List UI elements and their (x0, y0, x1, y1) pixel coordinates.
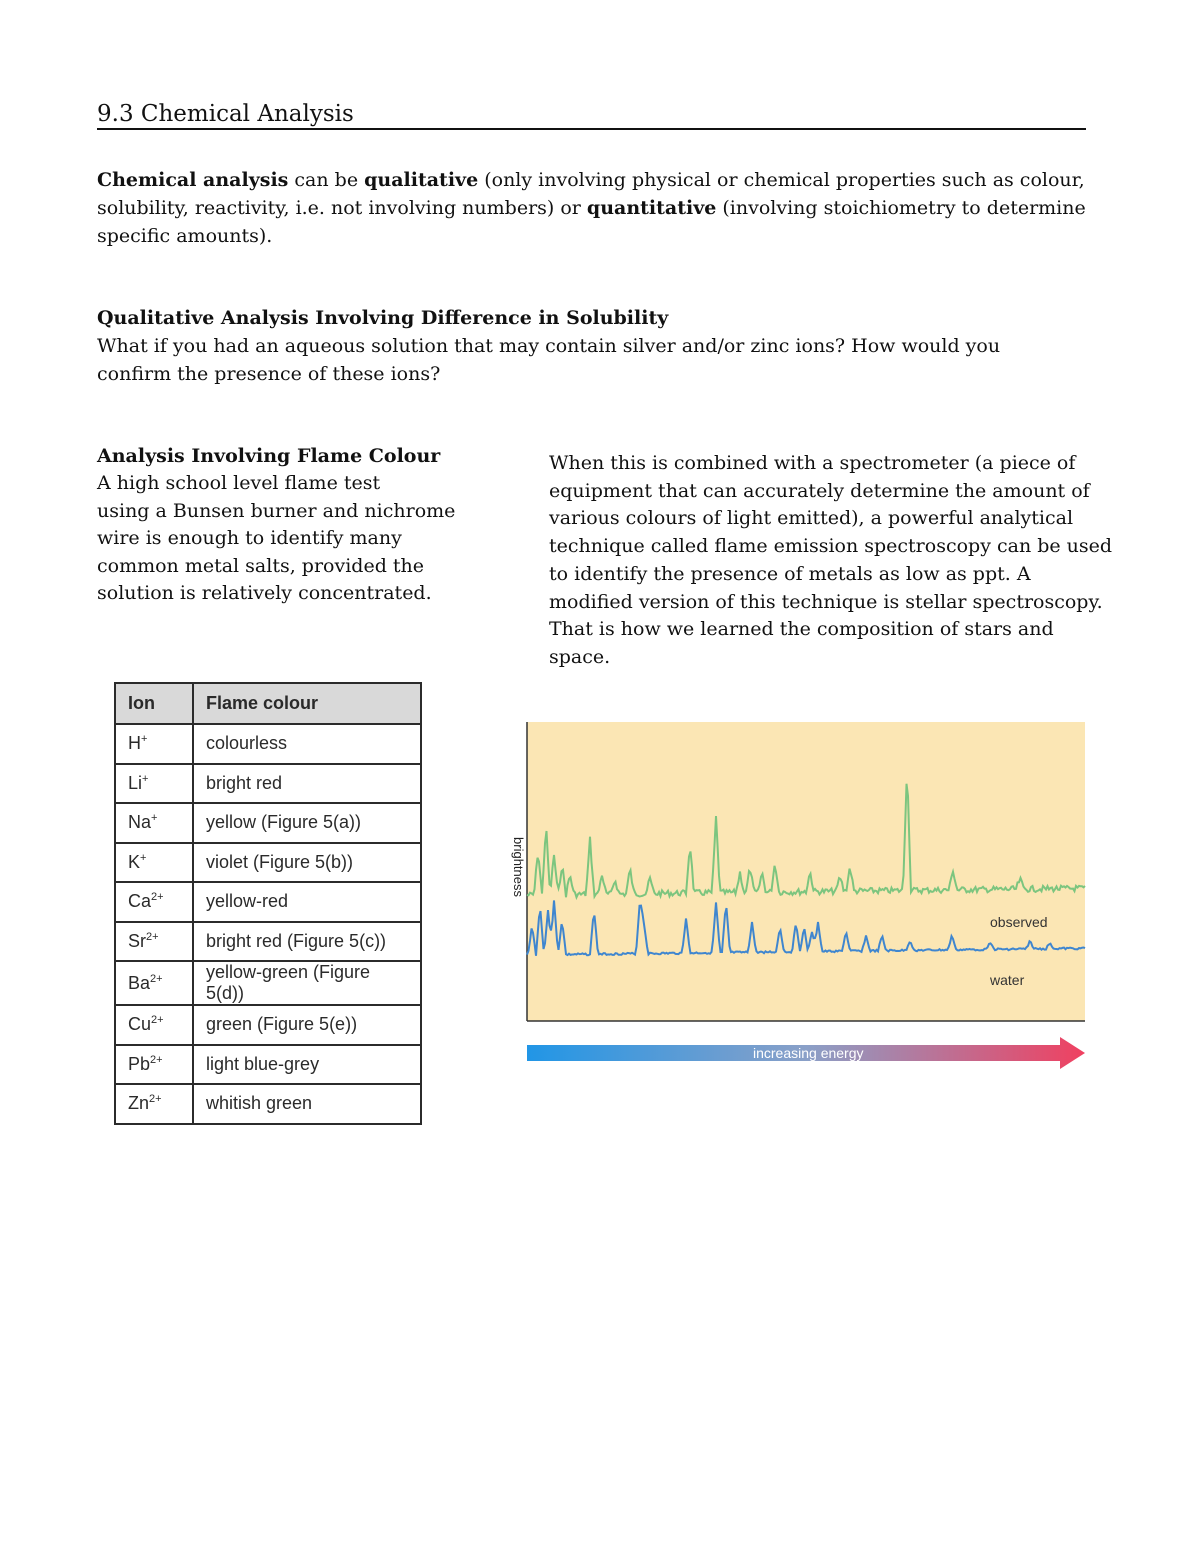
flame-paragraph (97, 470, 497, 608)
colour-cell: yellow-green (Figure 5(d)) (193, 961, 421, 1005)
table-row (115, 1005, 421, 1045)
table-row (115, 764, 421, 804)
ion-cell: $Zn^{2+}$ (115, 1084, 193, 1124)
ion-cell: $Ca^{2+}$ (115, 882, 193, 922)
spectroscopy-line: various colours of light emitted), a powerful analytical (549, 507, 1074, 530)
spectroscopy-line: When this is combined with a spectrometer (a piece of (549, 452, 1076, 474)
colour-cell: yellow-red (193, 882, 421, 922)
table-row (115, 1045, 421, 1085)
ion-cell: H+ (115, 724, 193, 764)
table-row (115, 803, 421, 843)
table-row (115, 724, 421, 764)
solubility-question: What if you had an aqueous solution that may contain silver and/or zinc ions? How would you confirm the presence of these ions? (97, 335, 1001, 385)
intro-text-3: (involving stoichiometry to determine specific amounts). (97, 197, 1086, 247)
water-label: water (990, 972, 1025, 988)
flame-line: A high school level flame test (97, 472, 381, 494)
ion-cell: K+ (115, 843, 193, 883)
intro-paragraph (97, 166, 1107, 250)
table-header-row (115, 683, 421, 724)
colour-cell: bright red (Figure 5(c)) (193, 922, 421, 962)
emission-spectrum-figure (490, 715, 1090, 1080)
ion-cell: $Ba^{2+}$ (115, 961, 193, 1005)
spectroscopy-line: equipment that can accurately determine the amount of (549, 479, 1090, 502)
colour-cell: green (Figure 5(e)) (193, 1005, 421, 1045)
energy-arrow-label: increasing energy (753, 1045, 864, 1061)
ion-cell: $Sr^{2+}$ (115, 922, 193, 962)
spectroscopy-line: technique called flame emission spectroscopy can be used (549, 535, 1113, 558)
header-flame-colour: Flame colour (193, 683, 421, 724)
spectroscopy-line: space. (549, 645, 611, 668)
ion-cell: $Pb^{2+}$ (115, 1045, 193, 1085)
page-title: 9.3 Chemical Analysis (97, 100, 1086, 130)
table-row (115, 1084, 421, 1124)
ion-cell: Na+ (115, 803, 193, 843)
table-row (115, 882, 421, 922)
ion-cell: Li+ (115, 764, 193, 804)
term-quantitative: quantitative (586, 197, 717, 219)
spectroscopy-line: That is how we learned the composition of stars and (549, 618, 1054, 641)
flame-line: using a Bunsen burner and nichrome (97, 499, 456, 522)
colour-cell: colourless (193, 724, 421, 764)
colour-cell: bright red (193, 764, 421, 804)
table-row (115, 961, 421, 1005)
term-chemical-analysis: Chemical analysis (97, 169, 289, 191)
observed-label: observed (990, 914, 1048, 930)
flame-colour-table (114, 682, 422, 1125)
spectroscopy-line: to identify the presence of metals as low as ppt. A (549, 562, 1031, 585)
ion-cell: $Cu^{2+}$ (115, 1005, 193, 1045)
flame-line: common metal salts, provided the (97, 554, 425, 577)
colour-cell: yellow (Figure 5(a)) (193, 803, 421, 843)
intro-text-2: (only involving physical or chemical properties such as colour, solubility, reactivity, i.e. not involving numbers) or (97, 169, 1085, 219)
table-row (115, 843, 421, 883)
colour-cell: violet (Figure 5(b)) (193, 843, 421, 883)
flame-line: solution is relatively concentrated. (97, 582, 432, 604)
table-row (115, 922, 421, 962)
colour-cell: light blue-grey (193, 1045, 421, 1085)
header-ion: Ion (115, 683, 193, 724)
intro-text-1: can be (288, 169, 365, 191)
colour-cell: whitish green (193, 1084, 421, 1124)
solubility-heading: Qualitative Analysis Involving Difference in Solubility (97, 307, 669, 329)
flame-line: wire is enough to identify many (97, 527, 402, 549)
spectroscopy-paragraph (549, 450, 1149, 672)
spectroscopy-line: modified version of this technique is stellar spectroscopy. (549, 590, 1103, 613)
y-axis-label: brightness (511, 837, 526, 897)
term-qualitative: qualitative (364, 169, 479, 191)
flame-heading: Analysis Involving Flame Colour (97, 445, 441, 467)
